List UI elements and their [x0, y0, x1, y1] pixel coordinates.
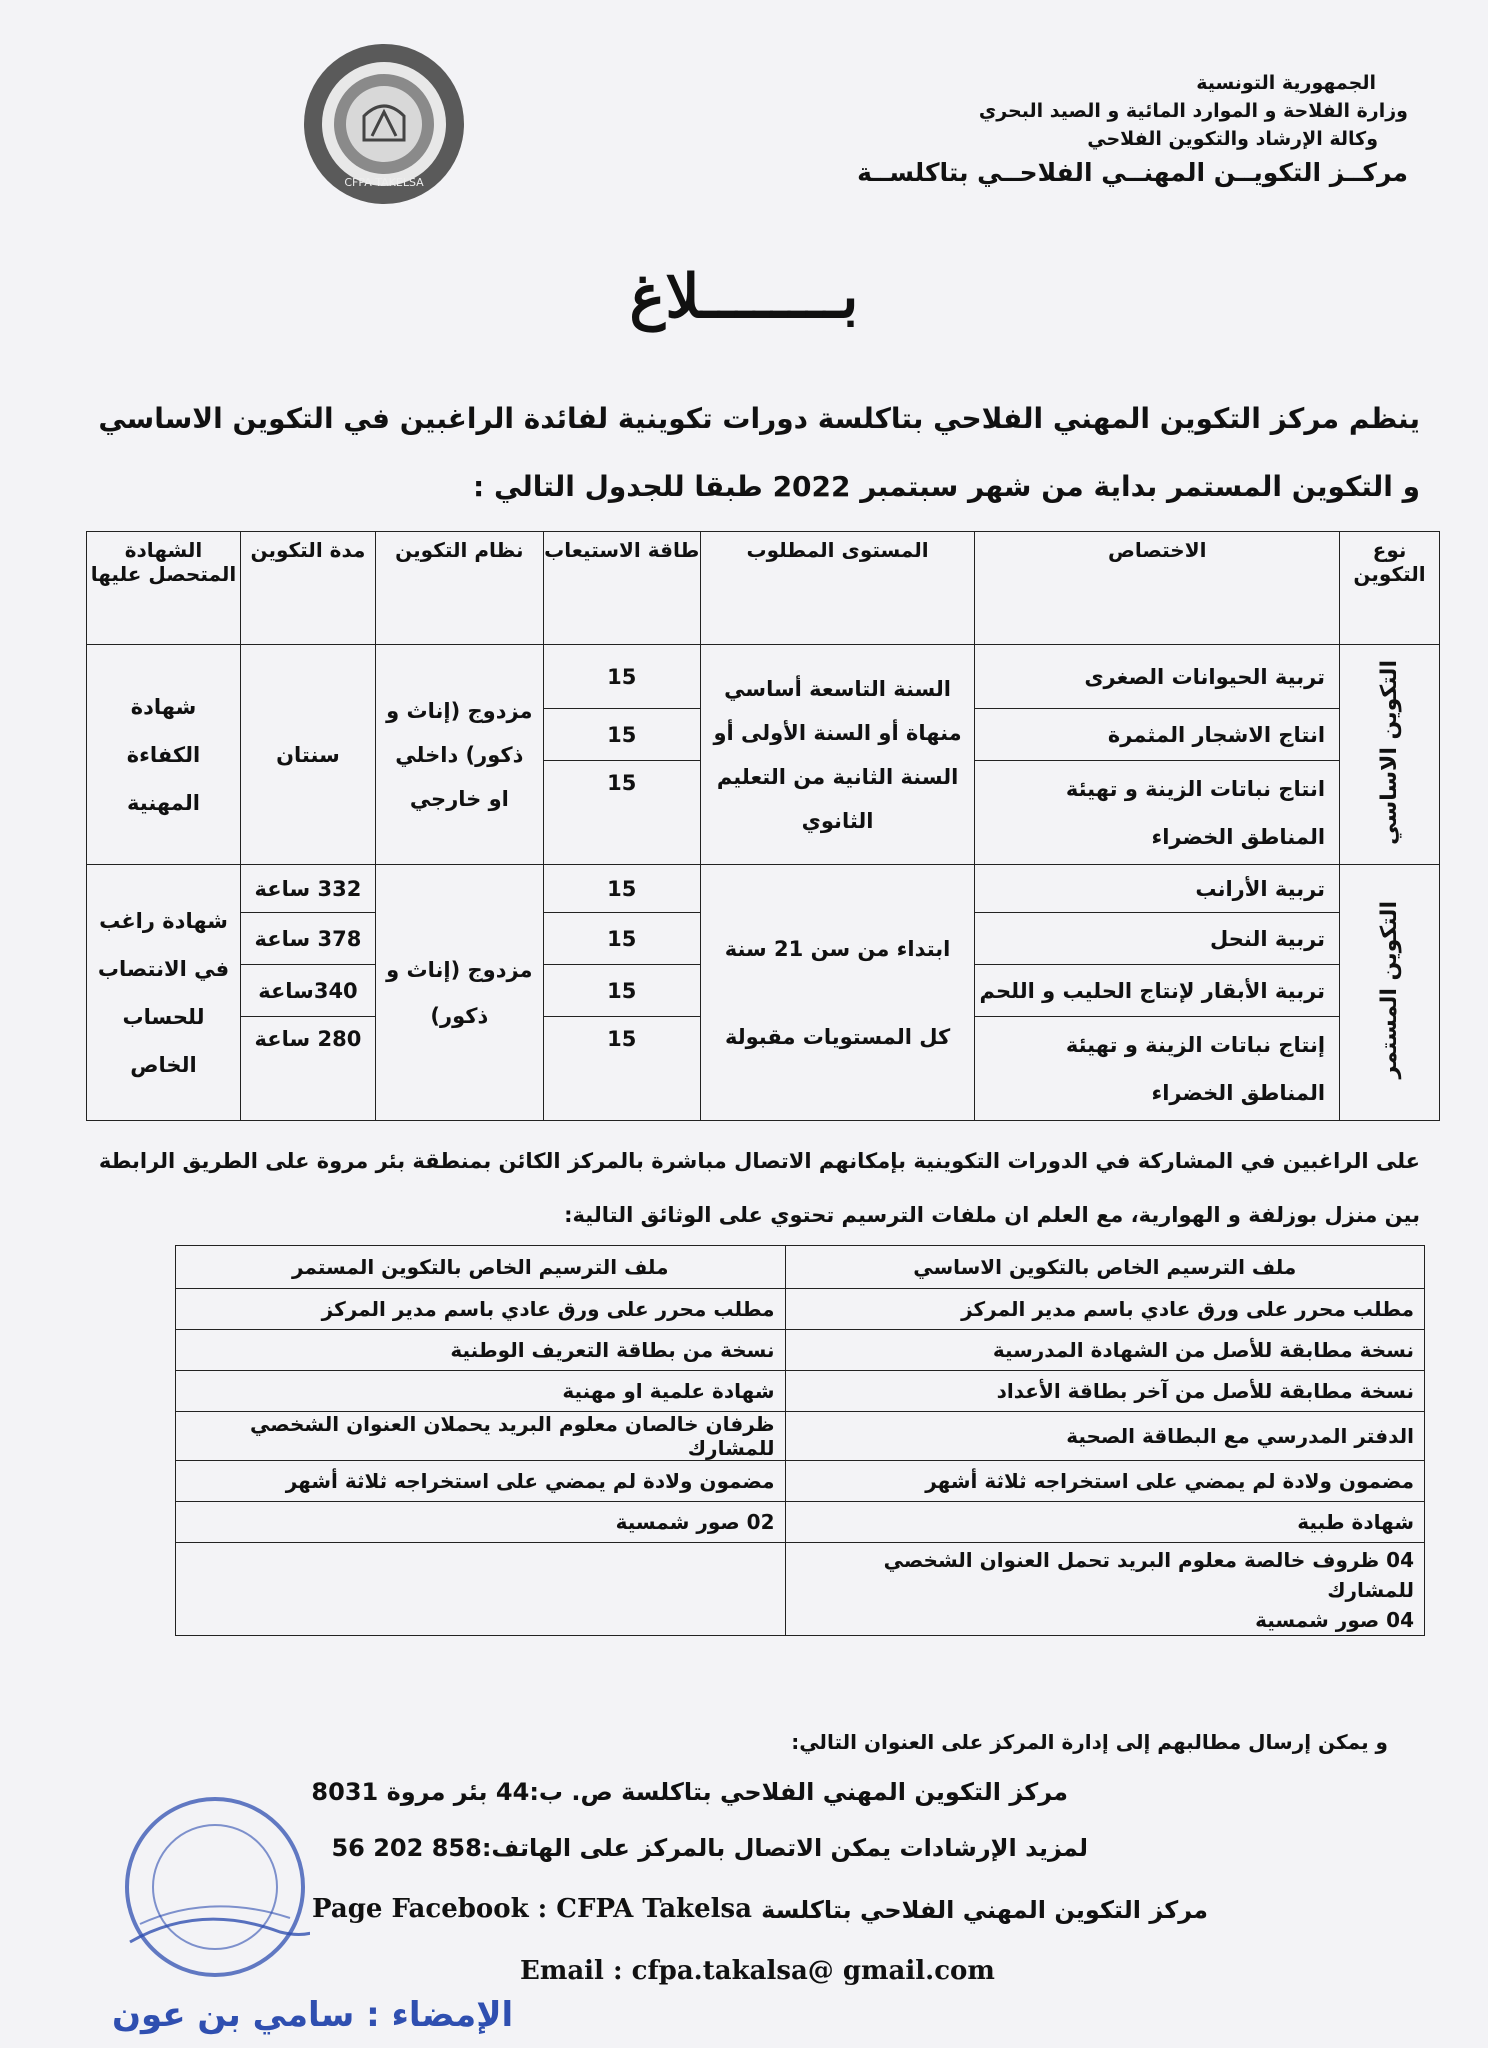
level-age: ابتداء من سن 21 سنة	[724, 936, 951, 961]
duration-cell: 378 ساعة	[240, 913, 375, 965]
header-republic: الجمهورية التونسية	[1196, 72, 1376, 94]
duration-cell: 280 ساعة	[240, 1017, 375, 1121]
training-table	[86, 531, 1440, 1121]
intro-line-1: ينظم مركز التكوين المهني الفلاحي بتاكلسة دورات تكوينية لفائدة الراغبين في التكوين الاساسي	[98, 402, 1420, 435]
table-row	[176, 1461, 1425, 1502]
certificate-basic: شهادة الكفاءة المهنية	[87, 645, 241, 865]
system-basic: مزدوج (إناث و ذكور) داخلي او خارجي	[375, 645, 543, 865]
doc-basic: شهادة طبية	[785, 1502, 1424, 1543]
documents-table	[175, 1245, 1425, 1636]
level-all: كل المستويات مقبولة	[724, 1024, 951, 1049]
doc-basic: نسخة مطابقة للأصل من آخر بطاقة الأعداد	[785, 1371, 1424, 1412]
header-agency: وكالة الإرشاد والتكوين الفلاحي	[1087, 128, 1378, 150]
doc-basic: مضمون ولادة لم يمضي على استخراجه ثلاثة أشهر	[785, 1461, 1424, 1502]
specialty-cell: تربية الأرانب	[975, 865, 1340, 913]
facebook-link[interactable]: Page Facebook : CFPA Takelsa	[312, 1894, 752, 1924]
table-row	[176, 1543, 1425, 1636]
specialty-cell: انتاج نباتات الزينة و تهيئة المناطق الخضراء	[975, 761, 1340, 865]
capacity-cell: 15	[543, 709, 700, 761]
table-row	[176, 1330, 1425, 1371]
duration-cell: 332 ساعة	[240, 865, 375, 913]
logo-text: CFPA TAKELSA	[344, 176, 424, 189]
table-header-row	[87, 532, 1440, 645]
intro-line-2: و التكوين المستمر بداية من شهر سبتمبر 2022 طبقا للجدول التالي :	[473, 470, 1420, 503]
table-row	[87, 865, 1440, 913]
signature: الإمضاء : سامي بن عون	[112, 1995, 514, 2035]
col-level: المستوى المطلوب	[700, 532, 975, 645]
doc-continuing: مضمون ولادة لم يمضي على استخراجه ثلاثة أشهر	[176, 1461, 786, 1502]
type-basic: التكوين الاساسي	[1340, 645, 1440, 865]
table-row	[176, 1502, 1425, 1543]
stamp-icon	[120, 1792, 310, 1982]
doc-basic-photos: 04 صور شمسية	[1255, 1608, 1414, 1632]
col-duration: مدة التكوين	[240, 532, 375, 645]
doc-basic: مطلب محرر على ورق عادي باسم مدير المركز	[785, 1289, 1424, 1330]
specialty-cell: إنتاج نباتات الزينة و تهيئة المناطق الخضراء	[975, 1017, 1340, 1121]
capacity-cell: 15	[543, 1017, 700, 1121]
capacity-cell: 15	[543, 761, 700, 865]
system-continuing: مزدوج (إناث و ذكور)	[375, 865, 543, 1121]
col-system: نظام التكوين	[375, 532, 543, 645]
specialty-cell: انتاج الاشجار المثمرة	[975, 709, 1340, 761]
doc-continuing: 02 صور شمسية	[176, 1502, 786, 1543]
capacity-cell: 15	[543, 865, 700, 913]
duration-cell: 340ساعة	[240, 965, 375, 1017]
center-address: مركز التكوين المهني الفلاحي بتاكلسة ص. ب:44 بئر مروة 8031	[311, 1778, 1068, 1806]
doc-basic: نسخة مطابقة للأصل من الشهادة المدرسية	[785, 1330, 1424, 1371]
capacity-cell: 15	[543, 645, 700, 709]
specialty-cell: تربية الأبقار لإنتاج الحليب و اللحم	[975, 965, 1340, 1017]
header-ministry: وزارة الفلاحة و الموارد المائية و الصيد البحري	[978, 100, 1408, 122]
paragraph-line-2: بين منزل بوزلفة و الهوارية، مع العلم ان ملفات الترسيم تحتوي على الوثائق التالية:	[564, 1203, 1420, 1227]
registration-paragraph	[86, 1134, 1420, 1242]
level-basic: السنة التاسعة أساسي منهاة أو السنة الأولى أو السنة الثانية من التعليم الثانوي	[700, 645, 975, 865]
col-certificate: الشهادة المتحصل عليها	[87, 532, 241, 645]
doc-continuing: مطلب محرر على ورق عادي باسم مدير المركز	[176, 1289, 786, 1330]
paragraph-line-1: على الراغبين في المشاركة في الدورات التكوينية بإمكانهم الاتصال مباشرة بالمركز الكائن بمنطقة بئر مروة على الطريق الرابطة	[98, 1149, 1420, 1173]
facebook-arabic: مركز التكوين المهني الفلاحي بتاكلسة	[761, 1896, 1208, 1924]
center-emblem-icon	[300, 40, 468, 208]
send-note: و يمكن إرسال مطالبهم إلى إدارة المركز على العنوان التالي:	[791, 1730, 1388, 1754]
level-continuing	[700, 865, 975, 1121]
docs-header-row	[176, 1246, 1425, 1289]
docs-header-continuing: ملف الترسيم الخاص بالتكوين المستمر	[176, 1246, 786, 1289]
doc-continuing: شهادة علمية او مهنية	[176, 1371, 786, 1412]
table-row	[176, 1412, 1425, 1461]
duration-basic: سنتان	[240, 645, 375, 865]
specialty-cell: تربية الحيوانات الصغرى	[975, 645, 1340, 709]
phone-line: لمزيد الإرشادات يمكن الاتصال بالمركز على الهاتف:858 202 56	[331, 1834, 1088, 1862]
center-logo	[300, 40, 468, 208]
capacity-cell: 15	[543, 913, 700, 965]
doc-continuing-empty	[176, 1543, 786, 1636]
doc-basic: الدفتر المدرسي مع البطاقة الصحية	[785, 1412, 1424, 1461]
col-type: نوع التكوين	[1340, 532, 1440, 645]
email-link[interactable]: Email : cfpa.takalsa@ gmail.com	[520, 1956, 995, 1986]
col-capacity: طاقة الاستيعاب	[543, 532, 700, 645]
doc-basic	[785, 1543, 1424, 1636]
docs-header-basic: ملف الترسيم الخاص بالتكوين الاساسي	[785, 1246, 1424, 1289]
doc-continuing: ظرفان خالصان معلوم البريد يحملان العنوان الشخصي للمشارك	[176, 1412, 786, 1461]
doc-basic-envelopes: 04 ظروف خالصة معلوم البريد تحمل العنوان الشخصي للمشارك	[883, 1548, 1414, 1602]
col-specialty: الاختصاص	[975, 532, 1340, 645]
table-row	[87, 645, 1440, 709]
header-center: مركــز التكويــن المهنــي الفلاحــي بتاكلســة	[857, 158, 1408, 187]
type-continuing: التكوين المستمر	[1340, 865, 1440, 1121]
official-stamp	[120, 1792, 310, 1982]
capacity-cell: 15	[543, 965, 700, 1017]
specialty-cell: تربية النحل	[975, 913, 1340, 965]
doc-continuing: نسخة من بطاقة التعريف الوطنية	[176, 1330, 786, 1371]
table-row	[176, 1289, 1425, 1330]
certificate-continuing: شهادة راغب في الانتصاب للحساب الخاص	[87, 865, 241, 1121]
table-row	[176, 1371, 1425, 1412]
page-title: بــــــــلاغ	[629, 262, 859, 332]
